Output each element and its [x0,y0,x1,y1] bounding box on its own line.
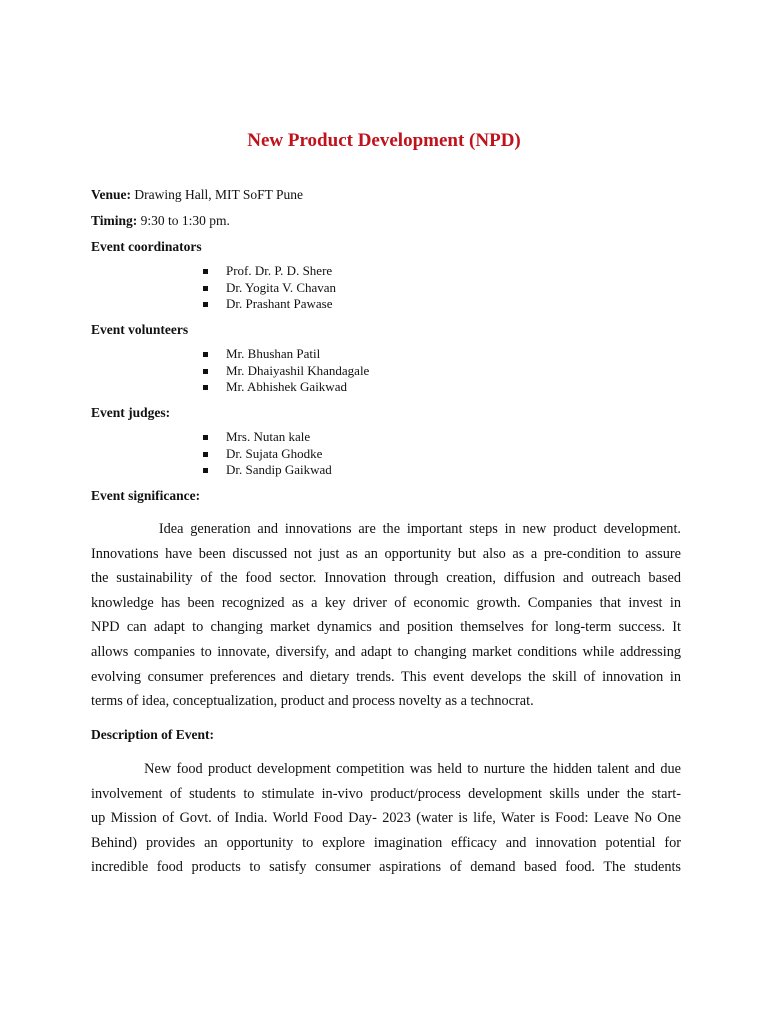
judges-list [203,429,332,479]
list-item: Mrs. Nutan kale [203,429,332,446]
venue-label: Venue: [91,187,132,202]
list-item: Mr. Bhushan Patil [203,346,369,363]
list-item: Dr. Yogita V. Chavan [203,280,336,297]
paragraph-line: knowledge has been recognized as a key driver of economic growth. Companies that invest in [91,594,681,611]
coordinators-heading: Event coordinators [91,239,202,254]
paragraph-line: Innovations have been discussed not just as an opportunity but also as a pre-condition to assure [91,545,681,562]
paragraph-line: involvement of students to stimulate in-vivo product/process development skills under the start- [91,785,681,802]
timing-label: Timing: [91,213,138,228]
timing-line [91,213,230,229]
list-item: Dr. Sandip Gaikwad [203,462,332,479]
coordinators-list [203,263,336,313]
significance-heading: Event significance: [91,488,201,503]
timing-value: 9:30 to 1:30 pm. [140,213,230,228]
paragraph-line: terms of idea, conceptualization, product and process novelty as a technocrat. [91,693,534,710]
paragraph-line: evolving consumer preferences and dietary trends. This event develops the skill of innovation in [91,668,681,685]
venue-value: Drawing Hall, MIT SoFT Pune [134,187,304,202]
paragraph-line: Idea generation and innovations are the important steps in new product development. [91,521,681,537]
list-item: Mr. Abhishek Gaikwad [203,379,369,396]
significance-paragraph [91,517,681,714]
list-item: Prof. Dr. P. D. Shere [203,263,336,280]
paragraph-line: incredible food products to satisfy consumer aspirations of demand based food. The students [91,859,681,876]
judges-heading: Event judges: [91,405,171,420]
list-item: Dr. Sujata Ghodke [203,446,332,463]
volunteers-heading: Event volunteers [91,322,189,337]
paragraph-line: Behind) provides an opportunity to explore imagination efficacy and innovation potential for [91,834,681,851]
paragraph-line: allows companies to innovate, diversify, and adapt to changing market conditions while addressing [91,643,681,660]
description-paragraph [91,757,681,880]
list-item: Mr. Dhaiyashil Khandagale [203,363,369,380]
volunteers-list [203,346,369,396]
paragraph-line: New food product development competition was held to nurture the hidden talent and due [91,761,681,777]
description-heading: Description of Event: [91,727,214,742]
venue-line [91,187,303,203]
list-item: Dr. Prashant Pawase [203,296,336,313]
paragraph-line: NPD can adapt to changing market dynamics and position themselves for long-term success. It [91,619,681,636]
page-title: New Product Development (NPD) [247,130,521,151]
paragraph-line: the sustainability of the food sector. Innovation through creation, diffusion and outreach based [91,570,681,587]
paragraph-line: up Mission of Govt. of India. World Food Day- 2023 (water is life, Water is Food: Leave No One [91,810,681,827]
